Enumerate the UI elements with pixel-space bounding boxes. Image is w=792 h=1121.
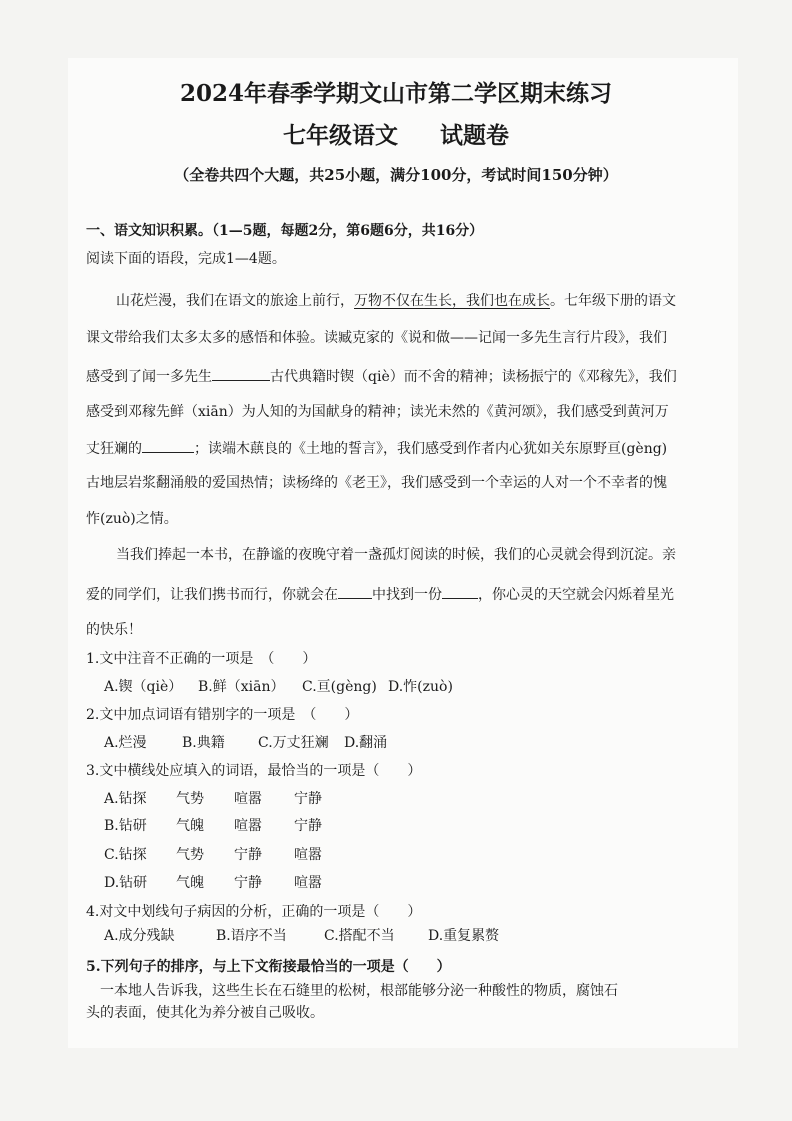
option-word: 喧嚣	[294, 875, 322, 891]
fill-blank	[338, 584, 372, 599]
option-a[interactable]: A.烂漫	[104, 735, 147, 751]
exam-note: （全卷共四个大题，共25小题，满分100分，考试时间150分钟）	[174, 166, 618, 184]
underlined-sentence: 万物不仅在生长，我们也在成长	[354, 293, 550, 309]
option-word: 气势	[176, 847, 204, 863]
option-word: 喧嚣	[234, 818, 262, 834]
subject-label: 七年级语文	[283, 122, 398, 149]
question-5-text: 头的表面，使其化为养分被自己吸收。	[86, 1005, 324, 1021]
question-1-stem: 1.文中注音不正确的一项是 （ ）	[86, 651, 317, 667]
passage-line: 当我们捧起一本书，在静谧的夜晚守着一盏孤灯阅读的时候，我们的心灵就会得到沉淀。亲	[116, 547, 676, 563]
question-3-stem: 3.文中横线处应填入的词语，最恰当的一项是（ ）	[86, 763, 422, 779]
option-word: 气魄	[176, 818, 204, 834]
question-5-stem: 5.下列句子的排序，与上下文衔接最恰当的一项是（ ）	[86, 959, 451, 975]
option-c[interactable]: C.亘(gèng)	[302, 679, 377, 695]
passage-text: 。七年级下册的语文	[550, 293, 676, 309]
passage-line	[116, 292, 676, 310]
passage-line: 古地层岩浆翻涌般的爱国热情；读杨绛的《老王》，我们感受到一个幸运的人对一个不幸者的愧	[86, 475, 667, 491]
exam-title: 2024年春季学期文山市第二学区期末练习	[179, 80, 612, 107]
passage-text: 感受到了闻一多先生	[86, 369, 212, 385]
option-word: 气势	[176, 791, 204, 807]
option-b[interactable]: B.语序不当	[216, 928, 287, 944]
option-b[interactable]: B.典籍	[182, 735, 225, 751]
option-label[interactable]: D.钻研	[104, 875, 148, 891]
fill-blank	[142, 438, 194, 453]
passage-line	[86, 584, 674, 604]
passage-line: 怍(zuò)之情。	[86, 511, 178, 527]
option-d[interactable]: D.怍(zuò)	[388, 679, 453, 695]
passage-line: 的快乐！	[86, 622, 142, 638]
option-word: 宁静	[234, 875, 262, 891]
passage-text: ；读端木蕻良的《土地的誓言》，我们感受到作者内心犹如关东原野亘(gèng)	[194, 441, 668, 457]
option-label[interactable]: B.钻研	[104, 818, 147, 834]
option-word: 喧嚣	[234, 791, 262, 807]
option-word: 宁静	[294, 818, 322, 834]
passage-text: 丈狂斓的	[86, 441, 142, 457]
option-word: 气魄	[176, 875, 204, 891]
option-word: 宁静	[234, 847, 262, 863]
option-word: 宁静	[294, 791, 322, 807]
option-c[interactable]: C.万丈狂斓	[258, 735, 329, 751]
fill-blank	[212, 366, 270, 381]
passage-line	[86, 366, 677, 386]
passage-text: ，你心灵的天空就会闪烁着星光	[478, 587, 674, 603]
exam-subtitle	[0, 122, 792, 150]
option-a[interactable]: A.锲（qiè）	[104, 679, 183, 695]
option-d[interactable]: D.重复累赘	[428, 928, 500, 944]
option-word: 喧嚣	[294, 847, 322, 863]
passage-line: 课文带给我们太多太多的感悟和体验。读臧克家的《说和做——记闻一多先生言行片段》，我们	[86, 330, 667, 346]
passage-text: 山花烂漫，我们在语文的旅途上前行，	[116, 293, 354, 309]
question-4-options	[104, 927, 499, 945]
section1-instruction: 阅读下面的语段，完成1—4题。	[86, 251, 286, 267]
option-a[interactable]: A.成分残缺	[104, 928, 175, 944]
option-label[interactable]: A.钻探	[104, 791, 147, 807]
passage-text: 中找到一份	[372, 587, 442, 603]
question-4-stem: 4.对文中划线句子病因的分析，正确的一项是（ ）	[86, 904, 422, 920]
option-label[interactable]: C.钻探	[104, 847, 147, 863]
paper-label: 试题卷	[440, 122, 509, 149]
question-2-options	[104, 734, 387, 752]
fill-blank	[442, 584, 478, 599]
passage-text: 古代典籍时锲（qiè）而不舍的精神；读杨振宁的《邓稼先》，我们	[270, 369, 677, 385]
option-c[interactable]: C.搭配不当	[324, 928, 395, 944]
passage-text: 爱的同学们，让我们携书而行，你就会在	[86, 587, 338, 603]
question-5-text: 一本地人告诉我，这些生长在石缝里的松树，根部能够分泌一种酸性的物质，腐蚀石	[100, 983, 618, 999]
option-b[interactable]: B.鲜（xiān）	[198, 679, 285, 695]
question-1-options	[104, 678, 453, 696]
option-d[interactable]: D.翻涌	[344, 735, 388, 751]
section1-heading: 一、语文知识积累。（1—5题，每题2分，第6题6分，共16分）	[86, 223, 484, 239]
question-2-stem: 2.文中加点词语有错别字的一项是 （ ）	[86, 707, 359, 723]
passage-line	[86, 438, 667, 458]
passage-line: 感受到邓稼先鲜（xiān）为人知的为国献身的精神；读光未然的《黄河颂》，我们感受到黄河万	[86, 404, 669, 420]
